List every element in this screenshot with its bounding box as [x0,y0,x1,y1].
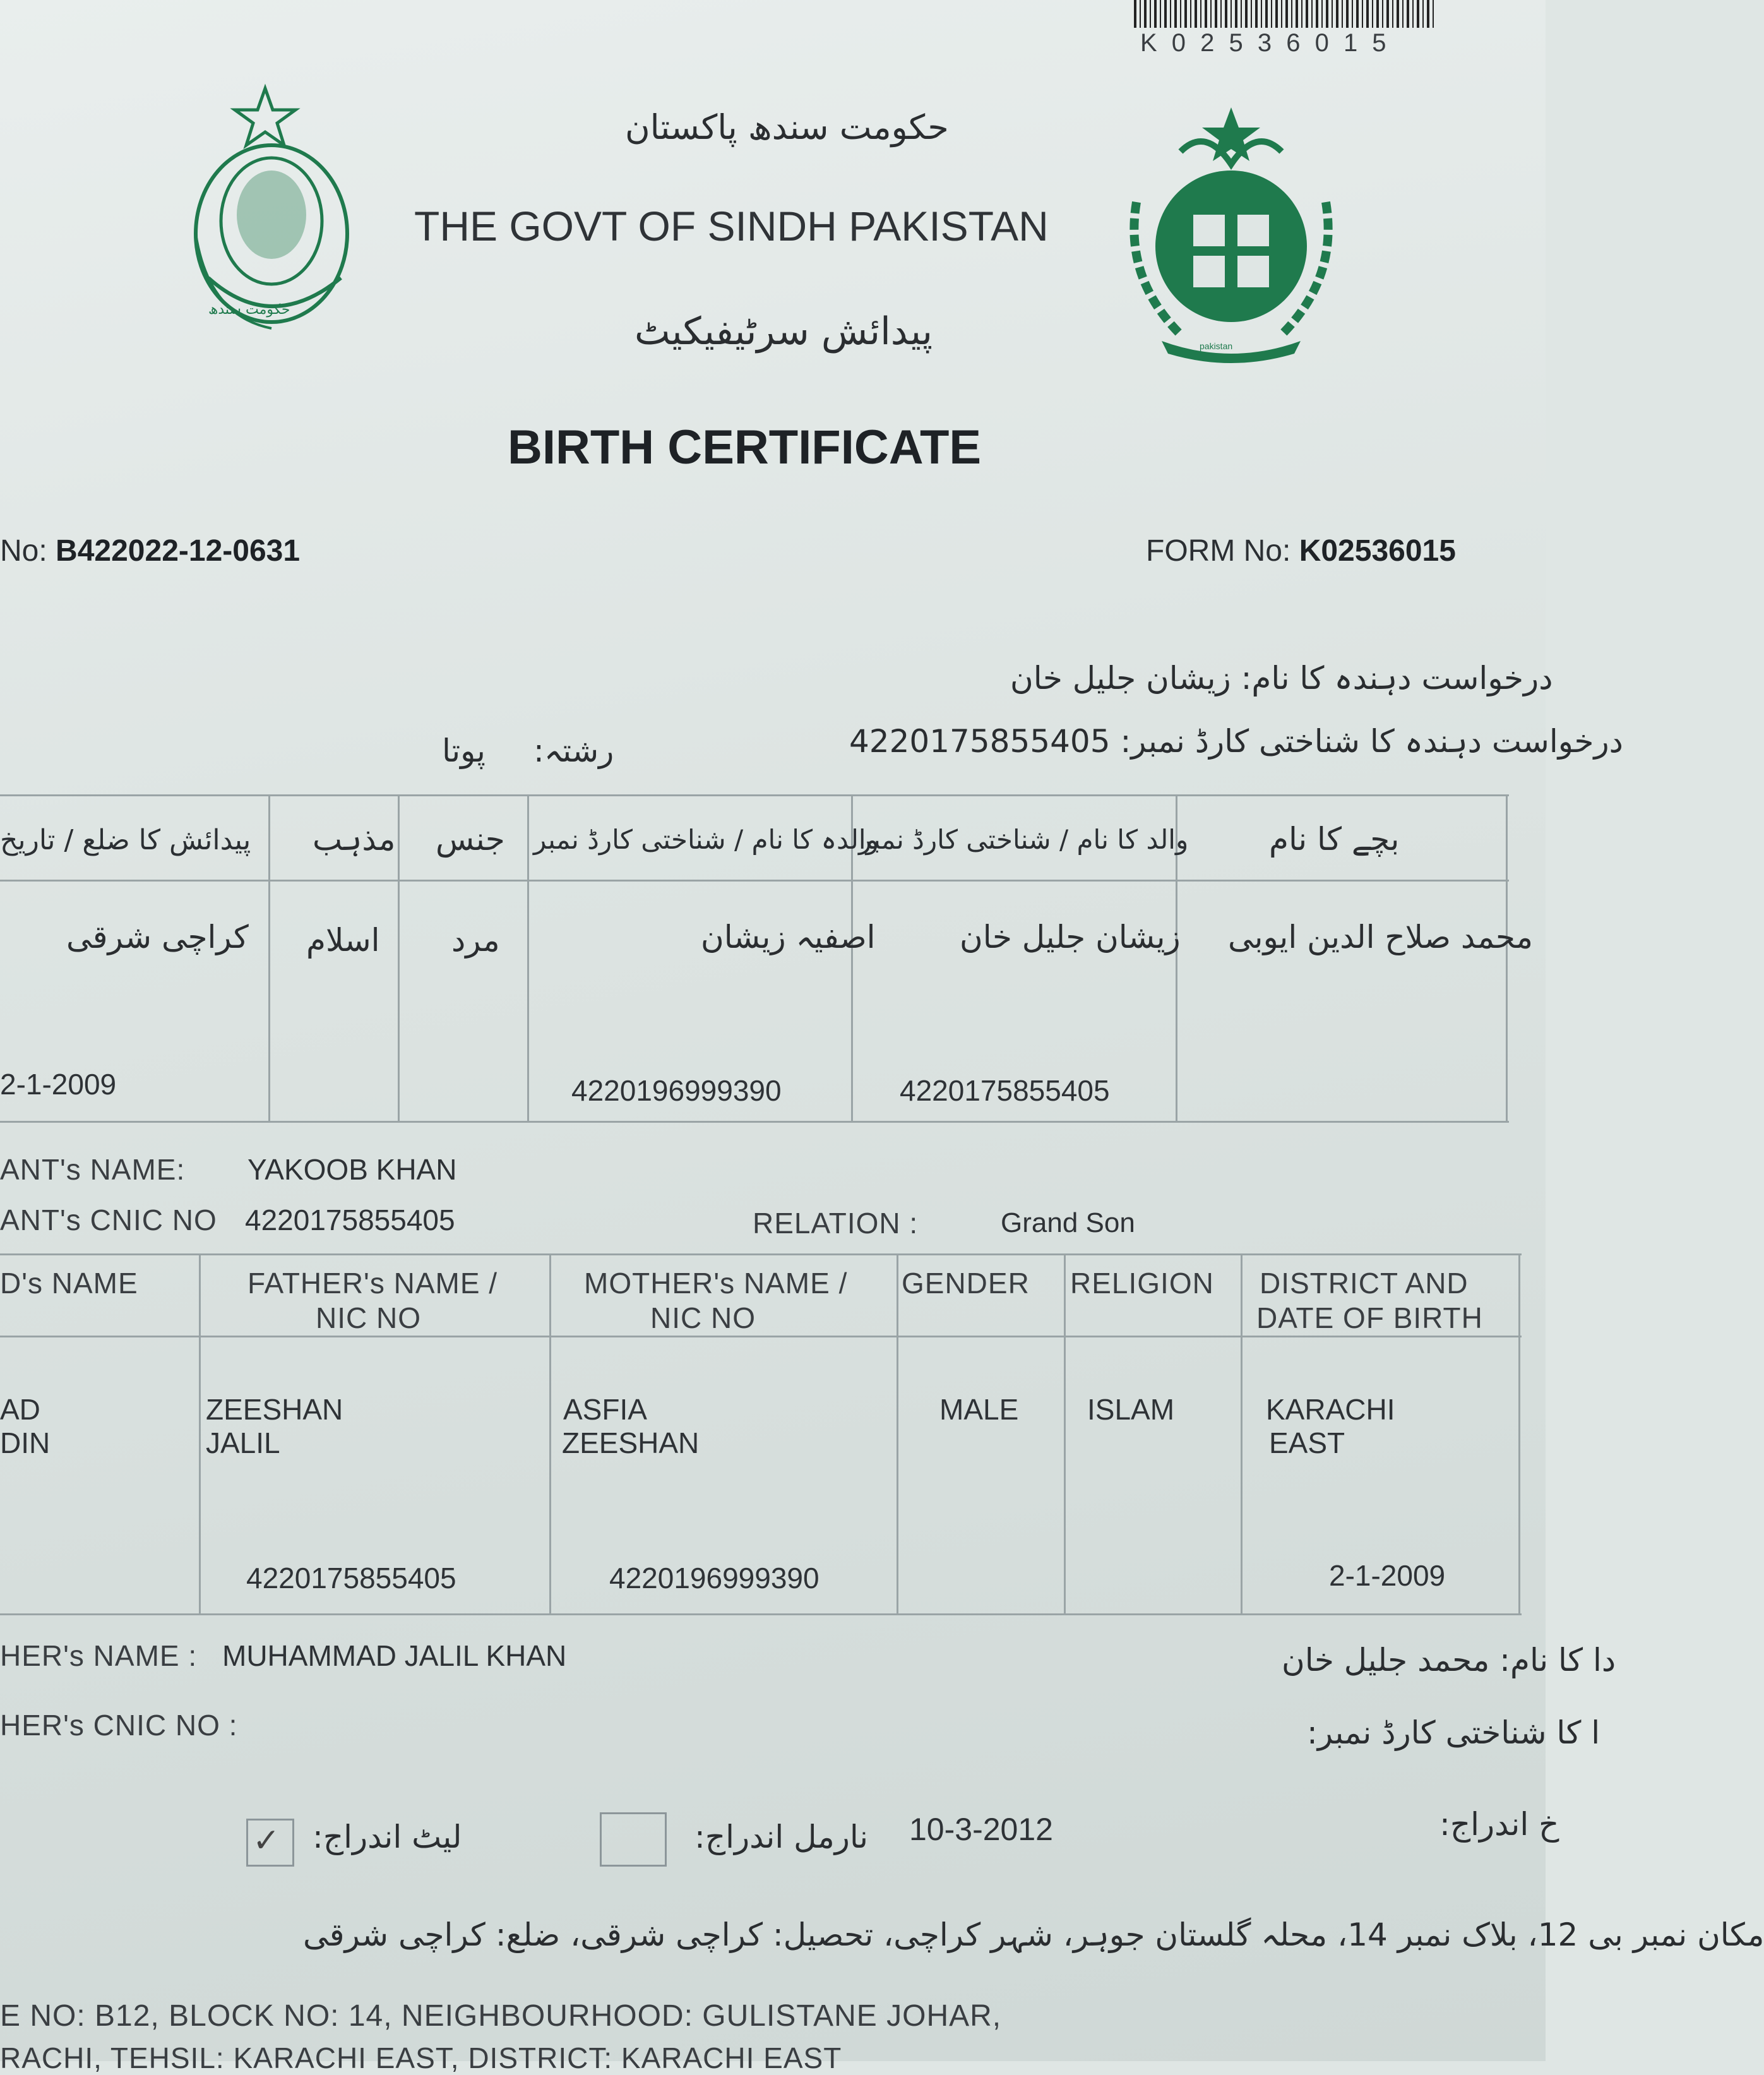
date-of-birth: 2-1-2009 [1329,1559,1446,1592]
english-table-bottom-line [0,1613,1522,1615]
late-entry-tick-icon: ✓ [253,1822,280,1859]
right-emblem-text: pakistan [1200,341,1233,351]
address-line-2: RACHI, TEHSIL: KARACHI EAST, DISTRICT: KARACHI EAST [0,2042,842,2074]
urdu-header-father: والد کا نام / شناختی کارڈ نمبر [859,824,1189,855]
certificate-number [0,534,300,568]
urdu-religion: اسلام [306,922,380,959]
certificate-title: BIRTH CERTIFICATE [508,421,982,474]
urdu-header-religion: مذہب [313,821,396,858]
urdu-applicant-cnic: درخواست دہندہ کا شناختی کارڈ نمبر: 4220175855405 [849,723,1623,760]
urdu-gender: مرد [451,922,500,959]
english-table-col-line [1064,1253,1066,1613]
urdu-table-col-line [1506,794,1508,1121]
urdu-grandfather-name: دا کا نام: محمد جلیل خان [1282,1642,1616,1678]
urdu-mother-cnic: 4220196999390 [571,1074,782,1107]
grandfather-name-label: HER's NAME : [0,1639,198,1672]
religion-value: ISLAM [1087,1393,1175,1426]
urdu-header-gender: جنس [436,821,505,858]
mother-name-line-2: ZEESHAN [562,1426,700,1459]
grandfather-name-value: MUHAMMAD JALIL KHAN [222,1639,567,1672]
barcode-number: K 0 2 5 3 6 0 1 5 [1140,29,1390,57]
relation-value: Grand Son [1001,1207,1135,1238]
form-number-label: FORM No: [1146,534,1291,568]
urdu-table-col-line [268,794,270,1121]
normal-entry-label: نارمل اندراج: [694,1819,869,1855]
urdu-relation-value: پوتا [442,733,486,769]
urdu-applicant-name: درخواست دہندہ کا نام: زیشان جلیل خان [1010,660,1553,697]
entry-date-label: خ اندراج: [1439,1806,1559,1843]
urdu-table-col-line [398,794,400,1121]
urdu-table-top-line [0,794,1509,796]
urdu-dob: 2-1-2009 [0,1068,117,1101]
header-mother-nic: NIC NO [650,1301,756,1334]
applicant-name-label: ANT's NAME: [0,1153,186,1186]
header-religion: RELIGION [1070,1267,1214,1300]
child-name-line-2: DIN [0,1426,51,1459]
english-table-top-line [0,1253,1522,1255]
district-line-1: KARACHI [1266,1393,1395,1426]
applicant-cnic-value: 4220175855405 [245,1204,455,1236]
certificate-number-label: No: [0,534,47,568]
district-line-2: EAST [1269,1426,1345,1459]
header-date-of-birth: DATE OF BIRTH [1256,1301,1483,1334]
urdu-table-bottom-line [0,1121,1509,1123]
urdu-relation-label: رشتہ: [533,733,614,769]
address-line-1: E NO: B12, BLOCK NO: 14, NEIGHBOURHOOD: GULISTANE JOHAR, [0,1999,1002,2033]
header-district: DISTRICT AND [1260,1267,1469,1300]
mother-name-line-1: ASFIA [563,1393,647,1426]
pakistan-emblem-icon [1111,101,1351,373]
urdu-grandfather-cnic: ا کا شناختی کارڈ نمبر: [1307,1714,1600,1751]
urdu-header-child: بچے کا نام [1269,821,1400,858]
applicant-cnic-label: ANT's CNIC NO [0,1204,217,1236]
urdu-table-header-line [0,880,1509,882]
english-table-col-line [1241,1253,1243,1613]
english-table-col-line [549,1253,551,1613]
header-mother-name: MOTHER's NAME / [584,1267,848,1300]
urdu-table-col-line [527,794,529,1121]
header-child-name: D's NAME [0,1267,138,1300]
english-table-header-line [0,1336,1522,1337]
left-seal-text: حکومت سندھ [208,302,290,318]
english-table-col-line [1518,1253,1520,1613]
registration-date: 10-3-2012 [909,1812,1053,1847]
urdu-father-cnic: 4220175855405 [900,1074,1110,1107]
urdu-child-name: محمد صلاح الدین ایوبی [1228,919,1534,955]
urdu-mother-name: اصفیہ زیشان [701,919,876,955]
late-entry-label: لیٹ اندراج: [313,1819,462,1855]
applicant-name-value: YAKOOB KHAN [247,1153,457,1186]
header-father-nic: NIC NO [316,1301,421,1334]
child-name-line-1: AD [0,1393,40,1426]
header-gender: GENDER [902,1267,1030,1300]
english-table-col-line [199,1253,201,1613]
urdu-header-mother: والدہ کا نام / شناختی کارڈ نمبر [533,824,879,855]
urdu-header-district-date: پیدائش کا ضلع / تاریخ [0,824,251,856]
urdu-certificate-title: پیدائش سرٹیفیکیٹ [635,309,933,354]
gender-value: MALE [939,1393,1019,1426]
father-name-line-1: ZEESHAN [206,1393,343,1426]
father-cnic: 4220175855405 [246,1562,456,1594]
father-name-line-2: JALIL [206,1426,280,1459]
form-number-value: K02536015 [1299,534,1456,568]
urdu-district: کراچی شرقی [66,919,249,955]
header-father-name: FATHER's NAME / [247,1267,498,1300]
barcode [1134,0,1437,28]
urdu-govt-title: حکومت سندھ پاکستان [625,107,949,147]
govt-title: THE GOVT OF SINDH PAKISTAN [414,203,1049,249]
urdu-address: مکان نمبر بی 12، بلاک نمبر 14، محلہ گلستان جوہر، شہر کراچی، تحصیل: کراچی شرقی، ضلع: کراچی شرقی [303,1917,1764,1953]
urdu-father-name: زیشان جلیل خان [960,919,1181,955]
mother-cnic: 4220196999390 [609,1562,819,1594]
certificate-number-value: B422022-12-0631 [56,534,301,568]
english-table-col-line [897,1253,898,1613]
normal-entry-checkbox [600,1812,667,1867]
form-number [1146,534,1456,568]
relation-label: RELATION : [753,1207,919,1240]
grandfather-cnic-label: HER's CNIC NO : [0,1709,238,1742]
